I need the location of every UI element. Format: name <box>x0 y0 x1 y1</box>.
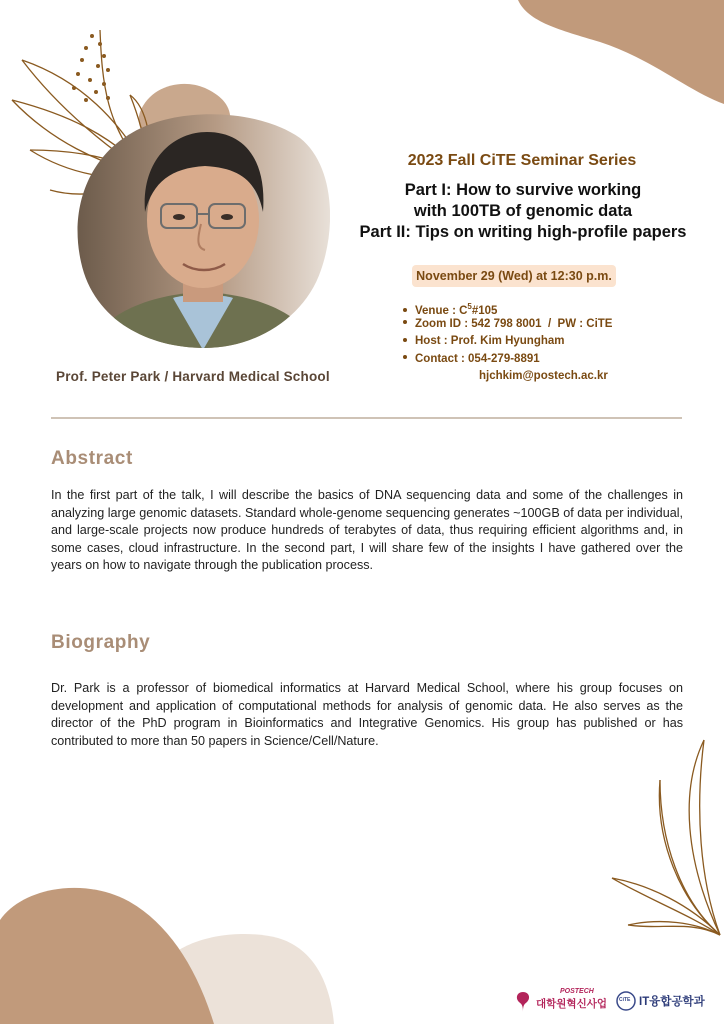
bullet-icon <box>403 308 407 312</box>
speaker-portrait-image <box>75 112 330 350</box>
cite-department-name: IT융합공학과 <box>639 996 705 1008</box>
venue-suffix: #105 <box>471 304 498 317</box>
biography-text: Dr. Park is a professor of biomedical informatics at Harvard Medical School, where his group focuses on development and application of computational methods for analysis of genomic data. He also serves as the director of the PhD program in Bioinformatics and Integrative Genomics. His group has published or has contributed to more than 50 papers in Science/Cell/Nature. <box>51 681 683 748</box>
venue-superscript: 5 <box>467 302 472 311</box>
talk-titles <box>318 180 724 243</box>
info-venue <box>403 298 612 316</box>
info-zoom <box>403 316 612 334</box>
postech-wordmark: POSTECH <box>560 988 594 995</box>
cite-badge-text: CiTE <box>619 997 631 1003</box>
biography-heading: Biography <box>51 632 151 653</box>
title-line-2: with 100TB of genomic data <box>413 202 633 220</box>
postech-logo <box>514 988 606 1014</box>
title-line-3: Part II: Tips on writing high-profile papers <box>359 223 687 241</box>
bullet-icon <box>403 320 407 324</box>
bullet-icon <box>403 338 407 342</box>
contact-email[interactable]: hjchkim@postech.ac.kr <box>479 370 608 382</box>
date-badge: November 29 (Wed) at 12:30 p.m. <box>412 265 616 287</box>
section-divider <box>51 417 682 419</box>
postech-program-name: 대학원혁신사업 <box>536 998 608 1010</box>
title-line-1: Part I: How to survive working <box>404 181 642 199</box>
venue-prefix: Venue : C <box>415 304 468 317</box>
speaker-photo <box>75 112 330 350</box>
zoom-text: Zoom ID : 542 798 8001 / PW : CiTE <box>415 317 613 330</box>
info-contact <box>403 351 612 369</box>
host-text: Host : Prof. Kim Hyungham <box>415 335 565 347</box>
seed-dots <box>72 34 110 102</box>
postech-emblem-icon <box>514 990 532 1014</box>
top-right-blob <box>518 0 724 104</box>
contact-text: Contact : 054-279-8891 <box>415 352 540 365</box>
seminar-series-title: 2023 Fall CiTE Seminar Series <box>407 152 637 169</box>
speaker-caption: Prof. Peter Park / Harvard Medical School <box>56 369 330 384</box>
event-info-list <box>403 298 612 368</box>
cite-logo <box>616 988 706 1014</box>
abstract-heading: Abstract <box>51 448 133 469</box>
leaf-sprig-right <box>612 740 720 935</box>
bottom-left-blob <box>0 888 214 1024</box>
abstract-text: In the first part of the talk, I will describe the basics of DNA sequencing data and some of the challenges in analyzing large genomic datasets. Standard whole-genome sequencing generates ~100GB of data per individual, and large-scale projects now produce hundreds of terabytes of data, thus requiring efficient algorithms and, in some cases, cloud infrastructure. In the second part, I will share few of the insights I have gathered over the years on how to navigate through the publication process. <box>51 488 683 572</box>
bullet-icon <box>403 355 407 359</box>
info-host <box>403 333 612 351</box>
